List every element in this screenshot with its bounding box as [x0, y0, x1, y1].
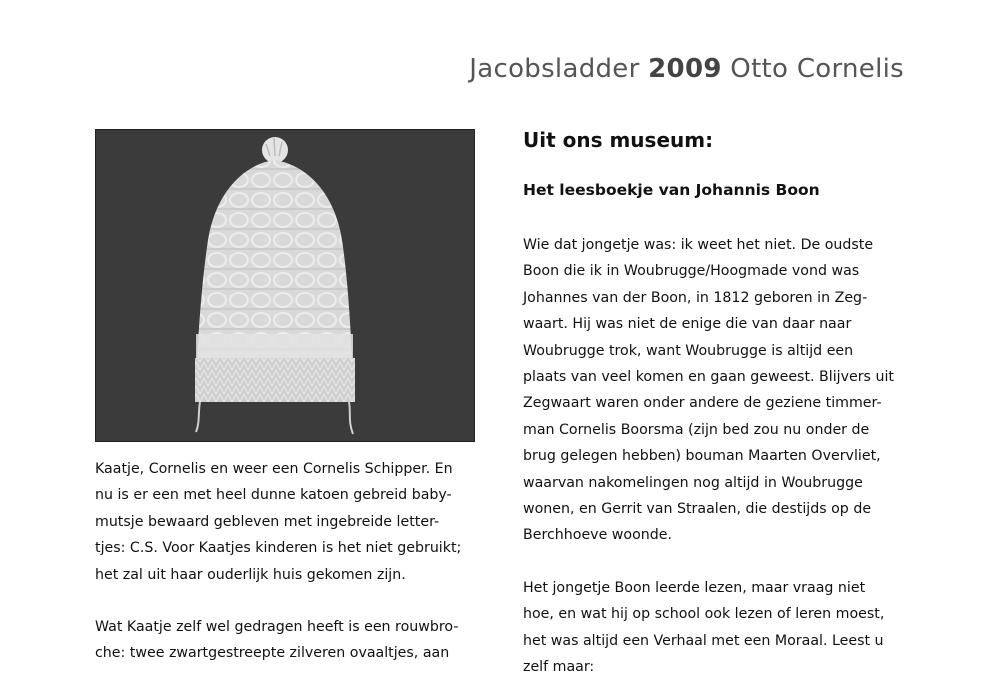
- caption-line: het zal uit haar ouderlijk huis gekomen zijn.: [95, 566, 406, 583]
- paragraph-line: het was altijd een Verhaal met een Moraal. Leest u: [523, 632, 884, 649]
- header-year: 2009: [648, 54, 722, 84]
- left-column: [95, 129, 475, 667]
- paragraph-line: Woubrugge trok, want Woubrugge is altijd een: [523, 342, 854, 359]
- paragraph-line: waart. Hij was niet de enige die van daar naar: [523, 316, 852, 333]
- paragraph-line: Wie dat jongetje was: ik weet het niet. De oudste: [523, 237, 874, 253]
- paragraph-line: wonen, en Gerrit van Straalen, die destijds op de: [523, 501, 872, 518]
- paragraph-line: man Cornelis Boorsma (zijn bed zou nu onder de: [523, 421, 870, 438]
- header-title-part1: Jacobsladder: [469, 54, 649, 84]
- paragraph-line: plaats van veel komen en gaan geweest. Blijvers uit: [523, 369, 894, 386]
- paragraph-line: Het jongetje Boon leerde lezen, maar vraag niet: [523, 579, 866, 596]
- page-header: [469, 54, 904, 84]
- paragraph-line: waarvan nakomelingen nog altijd in Woubrugge: [523, 474, 863, 491]
- paragraph-line: zelf maar:: [523, 659, 595, 676]
- paragraph-line: hoe, en wat hij op school ook lezen of leren moest,: [523, 606, 885, 623]
- paragraph-line: Zegwaart waren onder andere de geziene timmer-: [523, 395, 882, 412]
- article-subtitle: Het leesboekje van Johannis Boon: [523, 181, 820, 199]
- photo-caption: [95, 456, 475, 667]
- caption-line: Kaatje, Cornelis en weer een Cornelis Schipper. En: [95, 461, 453, 477]
- paragraph-line: brug gelegen hebben) bouman Maarten Overvliet,: [523, 448, 881, 465]
- paragraph-line: Berchhoeve woonde.: [523, 527, 673, 544]
- article-body: [523, 232, 913, 681]
- paragraph-line: Johannes van der Boon, in 1812 geboren in Zeg-: [523, 289, 868, 306]
- caption-line: tjes: C.S. Voor Kaatjes kinderen is het niet gebruikt;: [95, 540, 462, 557]
- baby-cap-photo: [95, 129, 475, 442]
- paragraph-line: Wat Kaatje zelf wel gedragen heeft is een rouwbro-: [95, 619, 459, 636]
- caption-line: nu is er een met heel dunne katoen gebreid baby-: [95, 487, 452, 504]
- section-title: Uit ons museum:: [523, 128, 714, 152]
- paragraph-line: che: twee zwartgestreepte zilveren ovaaltjes, aan: [95, 645, 450, 662]
- right-column: [523, 124, 913, 681]
- header-title-part2: Otto Cornelis: [721, 54, 904, 84]
- paragraph-line: Boon die ik in Woubrugge/Hoogmade vond was: [523, 263, 860, 280]
- knitted-cap-image: [96, 130, 474, 441]
- caption-line: mutsje bewaard gebleven met ingebreide letter-: [95, 513, 440, 530]
